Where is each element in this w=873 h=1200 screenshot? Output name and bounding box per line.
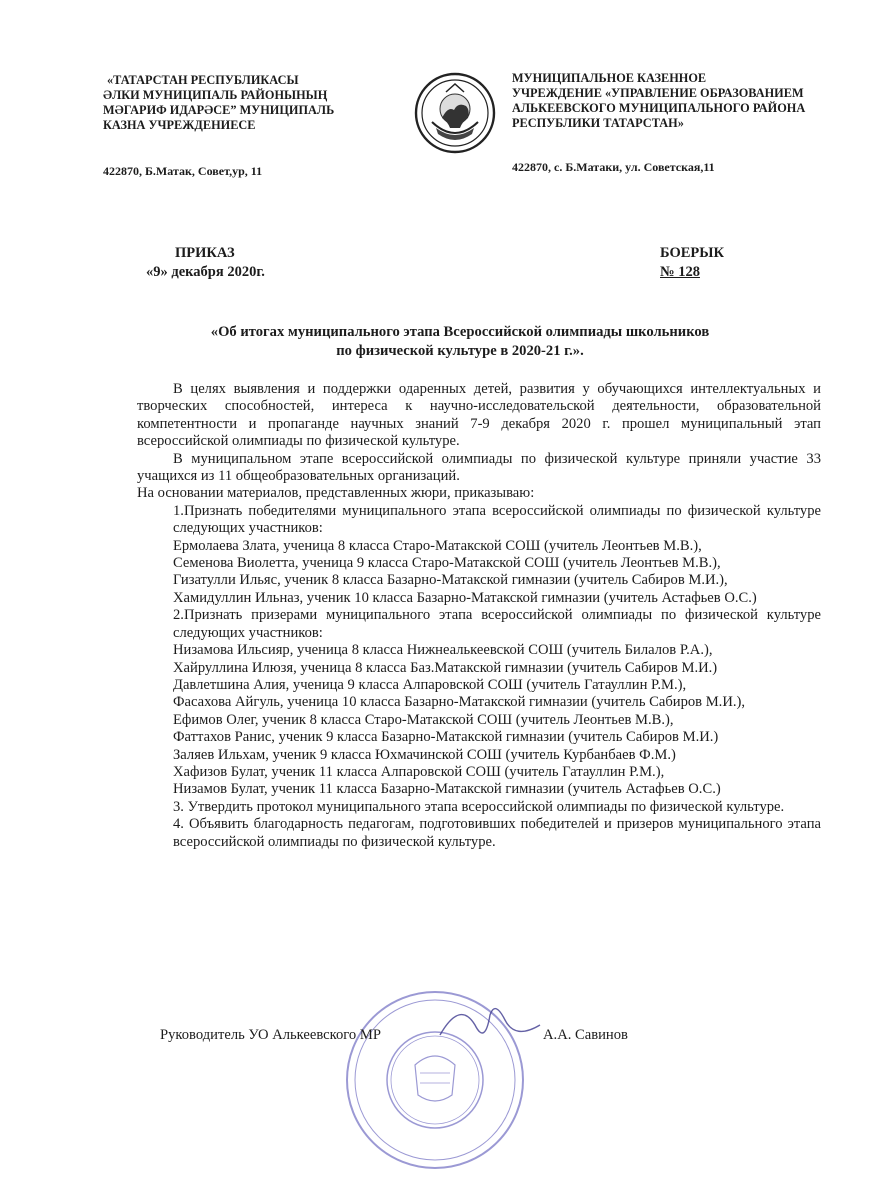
header-right-address: 422870, с. Б.Матаки, ул. Советская,11 <box>512 160 715 174</box>
order-block-left <box>146 244 265 282</box>
list-item: Заляев Ильхам, ученик 9 класса Юхмачинской СОШ (учитель Курбанбаев Ф.М.) <box>173 746 676 763</box>
order-date: «9» декабря 2020г. <box>146 264 265 280</box>
list-item: Фасахова Айгуль, ученица 10 класса Базарно-Матакской гимназии (учитель Сабиров М.И.), <box>173 694 746 711</box>
list-item: 4. Объявить благодарность педагогам, подготовивших победителей и призеров муниципального этапа всероссийской олимпиады по физической культуре. <box>173 816 821 850</box>
order-number: № 128 <box>660 264 700 280</box>
paragraph: В муниципальном этапе всероссийской олимпиады по физической культуре приняли участие 33 учащихся из 11 общеобразовательных организаций. <box>137 450 821 485</box>
list-item: Семенова Виолетта, ученица 9 класса Старо-Матакской СОШ (учитель Леонтьев М.В.), <box>173 555 721 572</box>
order-title: ПРИКАЗ <box>175 245 235 261</box>
list-item: Хафизов Булат, ученик 11 класса Алпаровской СОШ (учитель Гатауллин Р.М.), <box>173 763 665 780</box>
header-left-line: «ТАТАРСТАН РЕСПУБЛИКАСЫ <box>107 73 299 87</box>
paragraph: В целях выявления и поддержки одаренных детей, развития у обучающихся интеллектуальных и творческих способностей, интереса к научно-исследовательской деятельности, образовательной компетентности и пропаганде научных знаний 7-9 декабря 2020 г. прошел муниципальный этап всероссийской олимпиады по физической культуре. <box>137 381 821 450</box>
header-right-org <box>512 71 832 131</box>
list-item: Ефимов Олег, ученик 8 класса Старо-Матакской СОШ (учитель Леонтьев М.В.), <box>173 711 674 728</box>
coat-of-arms-emblem-icon <box>414 72 496 154</box>
document-body <box>137 381 821 851</box>
document-title-line: «Об итогах муниципального этапа Всероссийской олимпиады школьников <box>210 324 710 340</box>
signature-position: Руководитель УО Алькеевского МР <box>160 1027 381 1043</box>
list-item: Гизатулли Ильяс, ученик 8 класса Базарно-Матакской гимназии (учитель Сабиров М.И.), <box>173 572 728 589</box>
list-item: Низамова Ильсияр, ученица 8 класса Нижнеалькеевской СОШ (учитель Билалов Р.А.), <box>173 642 713 659</box>
header-left-org <box>103 73 373 133</box>
document-title <box>140 323 780 361</box>
list-item: 3. Утвердить протокол муниципального этапа всероссийской олимпиады по физической культуре. <box>173 798 785 815</box>
header-left-line: КАЗНА УЧРЕЖДЕНИЕСЕ <box>103 118 256 132</box>
header-right-line: УЧРЕЖДЕНИЕ «УПРАВЛЕНИЕ ОБРАЗОВАНИЕМ <box>512 86 804 100</box>
paragraph: На основании материалов, представленных жюри, приказываю: <box>137 485 535 502</box>
header-left-line: ӘЛКИ МУНИЦИПАЛЬ РАЙОНЫНЫҢ <box>103 88 328 102</box>
list-item: Хамидуллин Ильназ, ученик 10 класса Базарно-Матакской гимназии (учитель Астафьев О.С.) <box>173 589 757 606</box>
header-right-line: РЕСПУБЛИКИ ТАТАРСТАН» <box>512 116 684 130</box>
signature-name: А.А. Савинов <box>543 1027 628 1043</box>
header-left-address: 422870, Б.Матак, Совет,ур, 11 <box>103 164 263 178</box>
signature-mark <box>430 995 550 1055</box>
list-item: 2.Признать призерами муниципального этапа всероссийской олимпиады по физической культуре следующих участников: <box>173 607 821 641</box>
list-item: Фаттахов Ранис, ученик 9 класса Базарно-Матакской гимназии (учитель Сабиров М.И.) <box>173 729 719 746</box>
list-item: 1.Признать победителями муниципального этапа всероссийской олимпиады по физической культуре следующих участников: <box>173 502 821 537</box>
list-item: Хайруллина Илюзя, ученица 8 класса Баз.Матакской гимназии (учитель Сабиров М.И.) <box>173 659 718 676</box>
document-title-line: по физической культуре в 2020-21 г.». <box>336 343 584 359</box>
order-block-right <box>660 244 724 282</box>
list-item: Низамов Булат, ученик 11 класса Базарно-Матакской гимназии (учитель Астафьев О.С.) <box>173 781 721 798</box>
list-item: Давлетшина Алия, ученица 9 класса Алпаровской СОШ (учитель Гатауллин Р.М.), <box>173 676 687 693</box>
header-right-line: АЛЬКЕЕВСКОГО МУНИЦИПАЛЬНОГО РАЙОНА <box>512 101 806 115</box>
header-left-line: МӘГАРИФ ИДАРӘСЕ” МУНИЦИПАЛЬ <box>103 103 335 117</box>
order-title-tatar: БОЕРЫК <box>660 245 725 261</box>
header-right-line: МУНИЦИПАЛЬНОЕ КАЗЕННОЕ <box>512 71 707 85</box>
list-item: Ермолаева Злата, ученица 8 класса Старо-Матакской СОШ (учитель Леонтьев М.В.), <box>173 537 702 554</box>
